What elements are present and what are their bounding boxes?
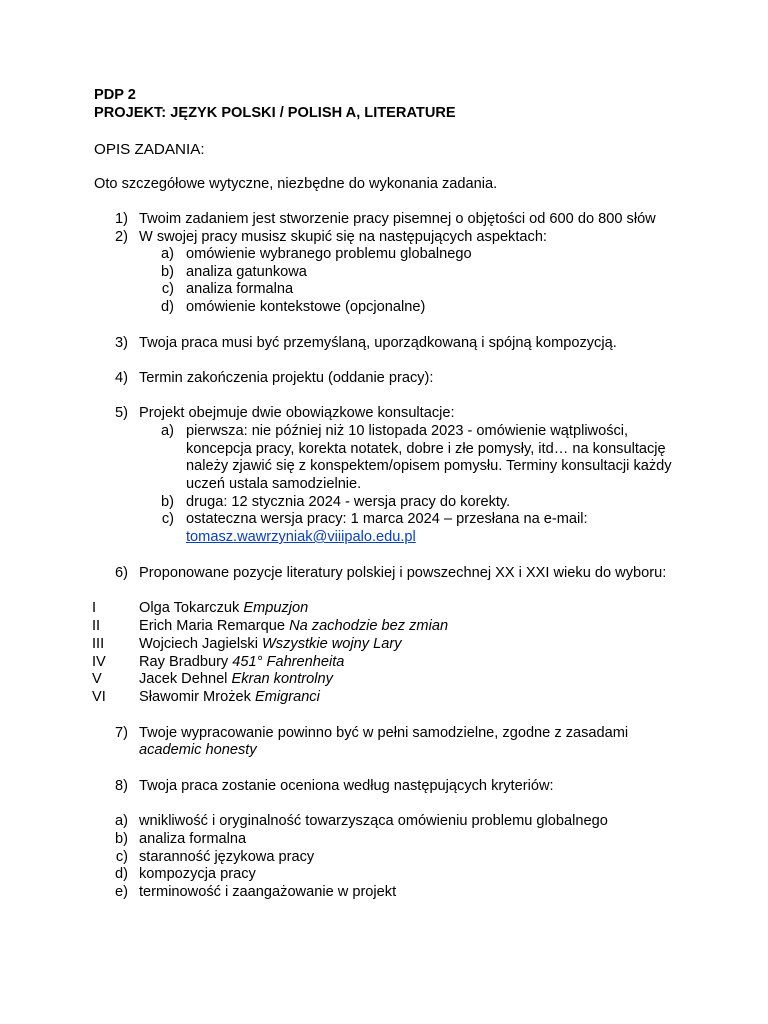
criteria-letter: b)	[115, 831, 128, 847]
list-text: Termin zakończenia projektu (oddanie pracy):	[139, 370, 434, 386]
criteria-letter: c)	[115, 849, 128, 865]
book-title: 451° Fahrenheita	[232, 654, 345, 670]
book-title: Na zachodzie bez zmian	[289, 618, 449, 634]
sub-list-text: analiza gatunkowa	[186, 264, 307, 280]
email-link[interactable]: tomasz.wawrzyniak@viiipalo.edu.pl	[186, 529, 416, 545]
list-number: 5)	[115, 405, 128, 421]
sub-list-letter: b)	[161, 264, 174, 280]
list-number: 4)	[115, 370, 128, 386]
list-text: W swojej pracy musisz skupić się na następujących aspektach:	[139, 229, 547, 245]
sub-list-text: omówienie wybranego problemu globalnego	[186, 246, 472, 262]
sub-list-letter: d)	[161, 299, 174, 315]
criteria-text: wnikliwość i oryginalność towarzysząca omówieniu problemu globalnego	[139, 813, 608, 829]
book-title: Ekran kontrolny	[231, 671, 333, 687]
intro-text: Oto szczegółowe wytyczne, niezbędne do wykonania zadania.	[94, 176, 498, 192]
criteria-text: terminowość i zaangażowanie w projekt	[139, 884, 397, 900]
sub-list-text: ostateczna wersja pracy: 1 marca 2024 – przesłana na e-mail:	[186, 511, 588, 527]
doc-title: PROJEKT: JĘZYK POLSKI / POLISH A, LITERATURE	[94, 105, 456, 121]
book-author: Ray Bradbury	[139, 654, 229, 670]
doc-code: PDP 2	[94, 87, 136, 103]
book-title: Emigranci	[254, 689, 320, 705]
criteria-text: kompozycja pracy	[139, 866, 256, 882]
book-author: Jacek Dehnel	[139, 671, 228, 687]
book-title: Wszystkie wojny Lary	[262, 636, 402, 652]
list-number: 8)	[115, 778, 128, 794]
book-number: II	[92, 618, 101, 634]
sub-list-text: koncepcja pracy, korekta notatek, dobre i złe pomysły, itd… na konsultację	[186, 441, 666, 457]
book-number: III	[92, 636, 105, 652]
book-author: Erich Maria Remarque	[139, 618, 285, 634]
list-text: Proponowane pozycje literatury polskiej i powszechnej XX i XXI wieku do wyboru:	[139, 565, 667, 581]
list-number: 2)	[115, 229, 128, 245]
list-text: Twoja praca zostanie oceniona według następujących kryteriów:	[139, 778, 554, 794]
book-title: Empuzjon	[243, 600, 309, 616]
list-number: 7)	[115, 725, 128, 741]
book-author: Sławomir Mrożek	[139, 689, 251, 705]
sub-list-text: należy zjawić się z konspektem/opisem pomysłu. Terminy konsultacji każdy	[186, 458, 672, 474]
book-number: VI	[92, 689, 106, 705]
sub-list-text: druga: 12 stycznia 2024 - wersja pracy do korekty.	[186, 494, 511, 510]
list-number: 6)	[115, 565, 128, 581]
sub-list-letter: c)	[161, 511, 174, 527]
sub-list-letter: b)	[161, 494, 174, 510]
sub-list-letter: c)	[161, 281, 174, 297]
book-author: Wojciech Jagielski	[139, 636, 258, 652]
criteria-letter: a)	[115, 813, 128, 829]
sub-list-letter: a)	[161, 246, 174, 262]
section-title: OPIS ZADANIA:	[94, 141, 205, 158]
criteria-letter: d)	[115, 866, 128, 882]
book-number: IV	[92, 654, 106, 670]
list-text: Projekt obejmuje dwie obowiązkowe konsultacje:	[139, 405, 455, 421]
book-number: V	[92, 671, 102, 687]
criteria-text: analiza formalna	[139, 831, 247, 847]
list-text: Twoja praca musi być przemyślaną, uporządkowaną i spójną kompozycją.	[139, 335, 617, 351]
list-number: 1)	[115, 211, 128, 227]
sub-list-text: pierwsza: nie później niż 10 listopada 2023 - omówienie wątpliwości,	[186, 423, 629, 439]
criteria-letter: e)	[115, 884, 128, 900]
sub-list-text: omówienie kontekstowe (opcjonalne)	[186, 299, 426, 315]
list-text: Twoim zadaniem jest stworzenie pracy pisemnej o objętości od 600 do 800 słów	[139, 211, 656, 227]
list-text: academic honesty	[139, 742, 257, 758]
sub-list-text: analiza formalna	[186, 281, 294, 297]
list-number: 3)	[115, 335, 128, 351]
criteria-text: staranność językowa pracy	[139, 849, 315, 865]
sub-list-text: uczeń ustala samodzielnie.	[186, 476, 362, 492]
list-text: Twoje wypracowanie powinno być w pełni samodzielne, zgodne z zasadami	[139, 725, 629, 741]
book-author: Olga Tokarczuk	[139, 600, 240, 616]
sub-list-letter: a)	[161, 423, 174, 439]
book-number: I	[92, 600, 97, 616]
